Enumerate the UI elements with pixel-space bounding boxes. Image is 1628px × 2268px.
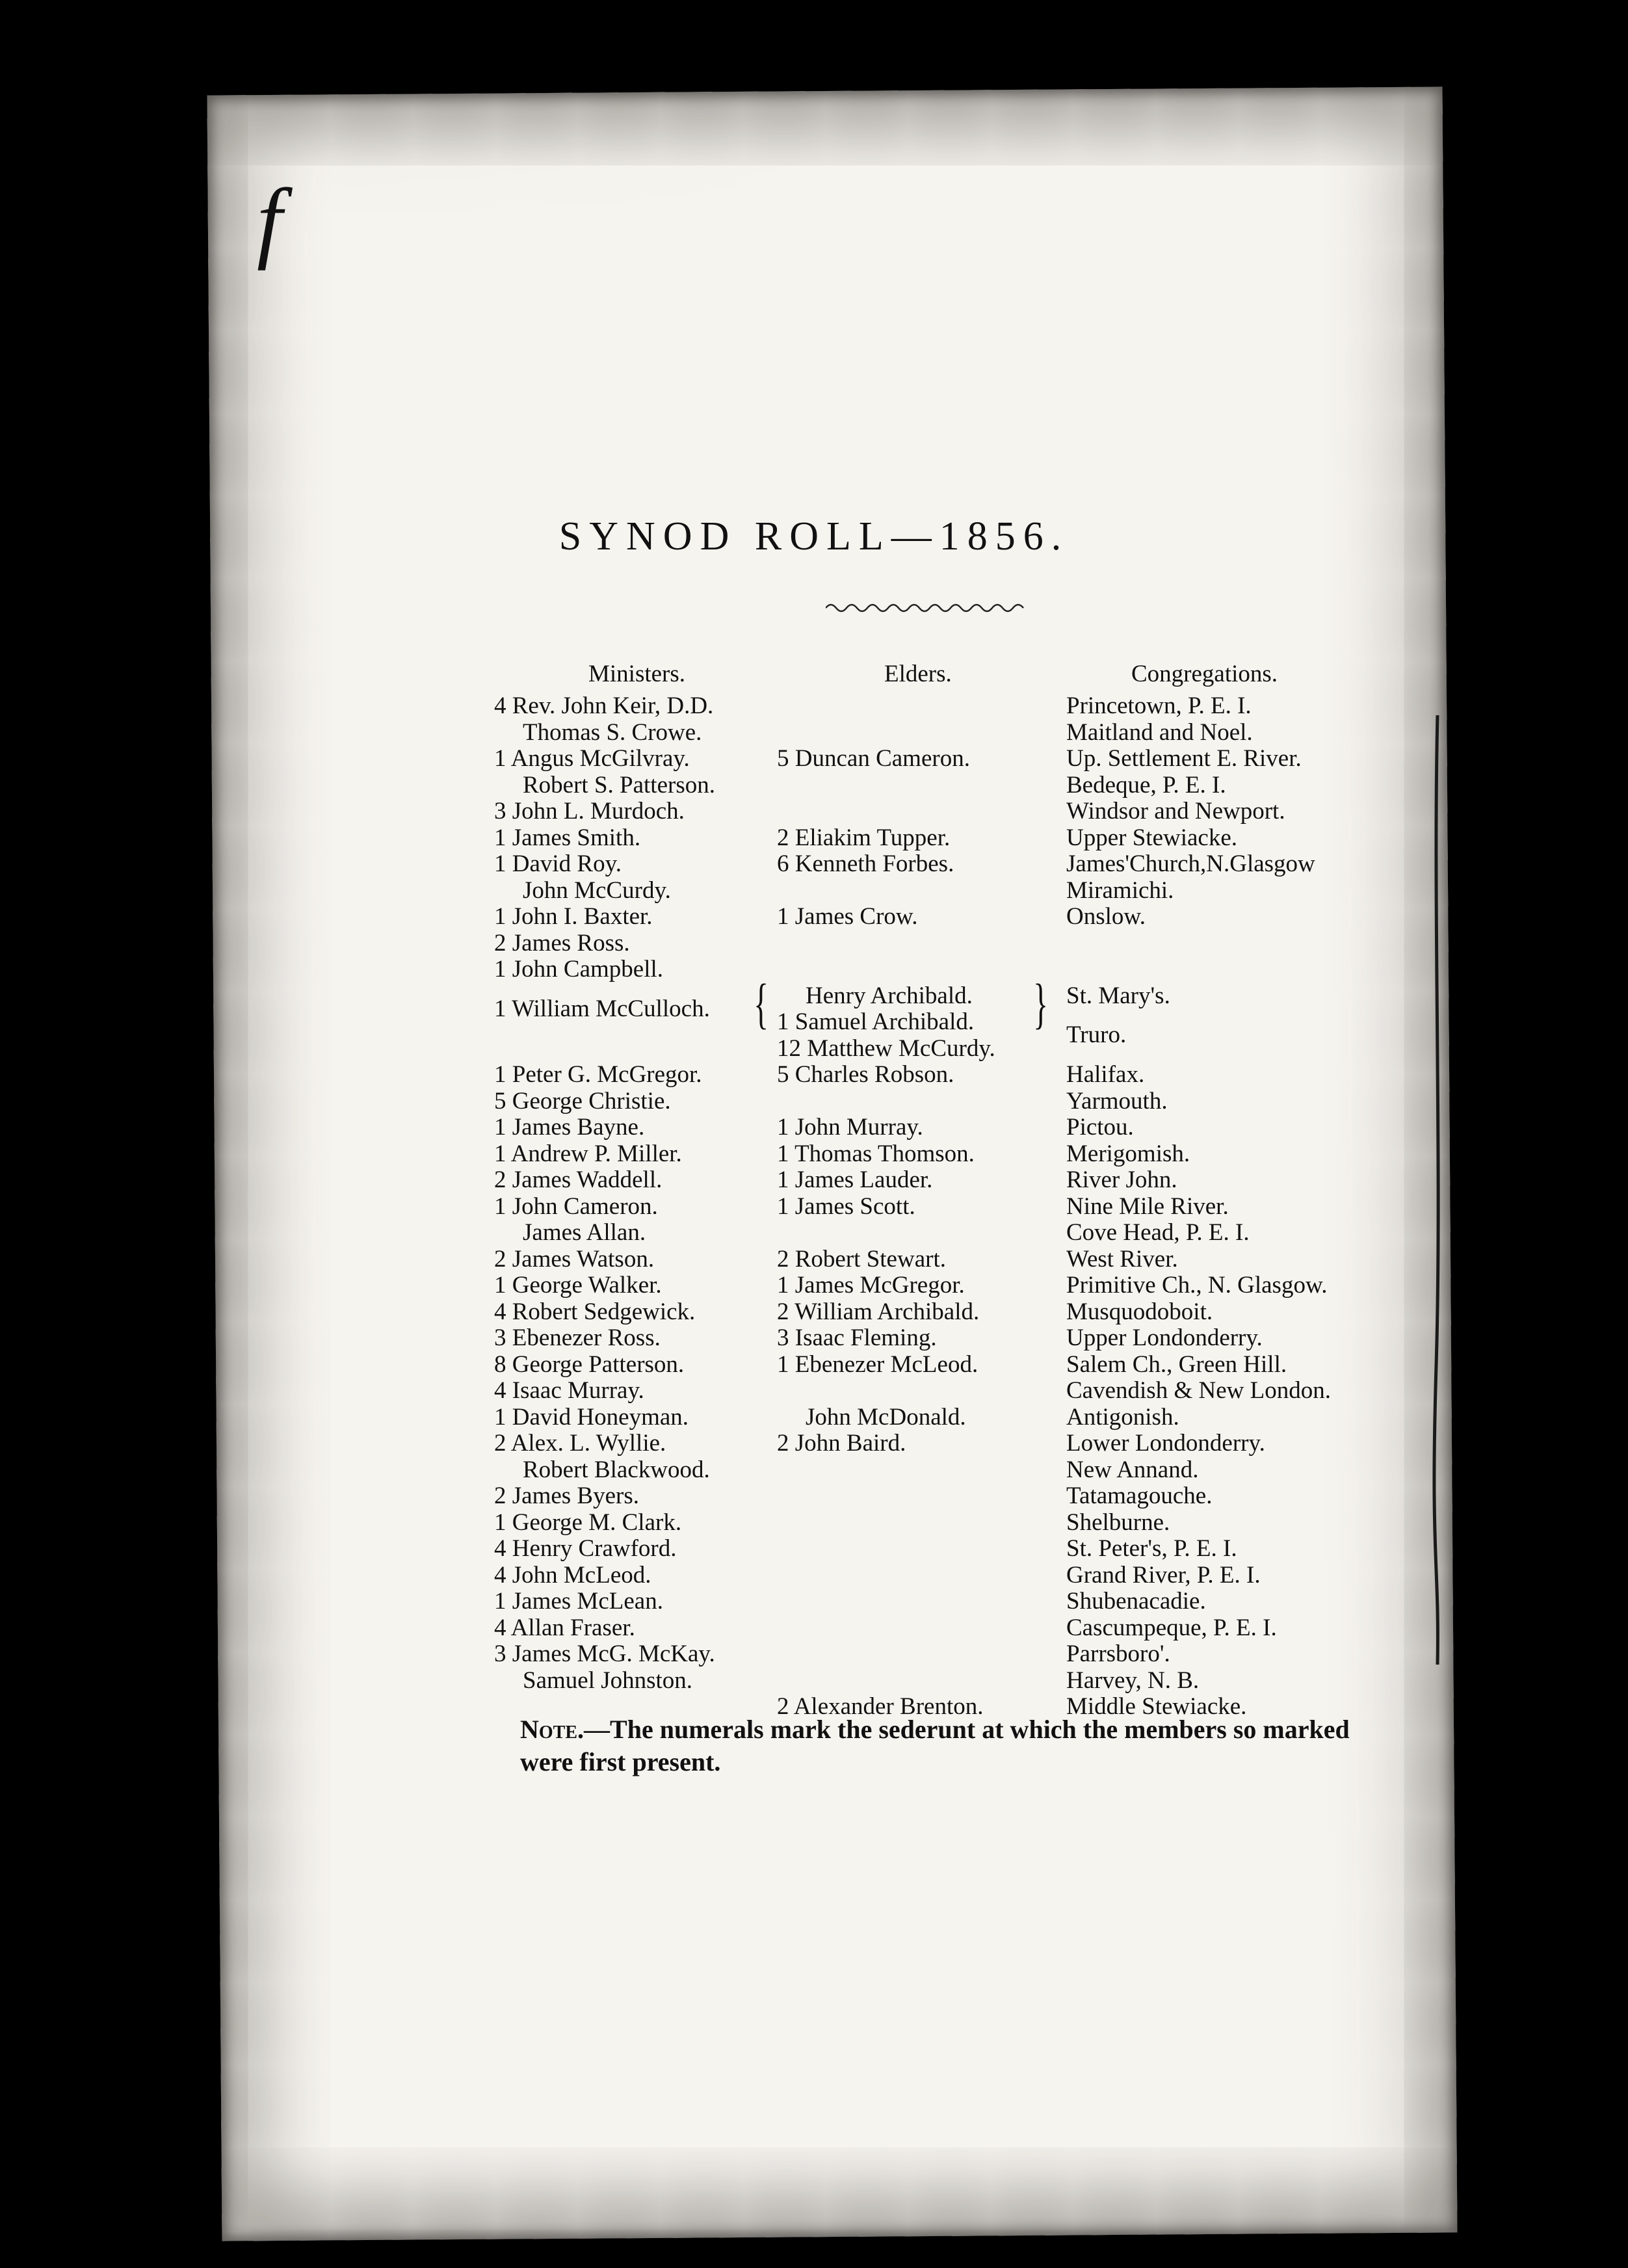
congregation-row-truro: Truro. — [1066, 1022, 1127, 1048]
elders-column — [777, 693, 1050, 1721]
minister-row: Robert Blackwood. — [523, 1456, 710, 1483]
page-title: SYNOD ROLL—1856. — [558, 514, 1070, 559]
minister-row — [494, 1036, 787, 1062]
decorative-rule — [826, 598, 1027, 618]
congregation-row: Antigonish. — [1066, 1403, 1179, 1431]
congregation-row: Onslow. — [1066, 903, 1146, 930]
congregation-row: Shelburne. — [1066, 1509, 1170, 1536]
minister-row: 1 David Honeyman. — [494, 1403, 689, 1431]
minister-row: 1 William McCulloch. — [494, 996, 710, 1022]
congregation-row: Grand River, P. E. I. — [1066, 1561, 1261, 1589]
minister-row: Thomas S. Crowe. — [523, 719, 702, 746]
minister-row: 1 John Cameron. — [494, 1193, 658, 1220]
elder-row — [777, 1483, 1050, 1510]
elder-row — [777, 693, 1050, 720]
congregation-row: St. Peter's, P. E. I. — [1066, 1535, 1237, 1562]
congregations-header: Congregations. — [1131, 661, 1278, 687]
minister-row: 2 James Ross. — [494, 929, 630, 956]
elders-header: Elders. — [884, 661, 952, 687]
minister-row: Robert S. Patterson. — [523, 771, 715, 798]
elder-row — [777, 1536, 1050, 1563]
congregation-row: Miramichi. — [1066, 877, 1174, 904]
minister-row: 4 Robert Sedgewick. — [494, 1298, 696, 1325]
minister-row: 1 Andrew P. Miller. — [494, 1140, 682, 1167]
elder-row — [777, 1615, 1050, 1642]
footnote — [520, 1713, 1365, 1778]
minister-row: 2 Alex. L. Wyllie. — [494, 1430, 666, 1457]
elder-row: 1 James Scott. — [777, 1193, 915, 1220]
congregation-row: Cascumpeque, P. E. I. — [1066, 1614, 1277, 1641]
congregation-row: St. Mary's. — [1066, 982, 1170, 1009]
elder-row — [777, 720, 1050, 746]
congregation-row: Musquodoboit. — [1066, 1298, 1213, 1325]
minister-row: 1 George M. Clark. — [494, 1509, 682, 1536]
congregation-row: Nine Mile River. — [1066, 1193, 1229, 1220]
minister-row: 4 Allan Fraser. — [494, 1614, 635, 1641]
congregation-row: Salem Ch., Green Hill. — [1066, 1351, 1287, 1378]
congregation-row: Maitland and Noel. — [1066, 719, 1253, 746]
elder-row: 2 John Baird. — [777, 1430, 906, 1457]
elder-row: 1 John Murray. — [777, 1114, 923, 1141]
elder-row: 1 Ebenezer McLeod. — [777, 1351, 978, 1378]
congregation-row: Primitive Ch., N. Glasgow. — [1066, 1272, 1328, 1299]
elder-row: 1 Thomas Thomson. — [777, 1140, 975, 1167]
elder-row: 2 Robert Stewart. — [777, 1245, 946, 1272]
elder-row: 12 Matthew McCurdy. — [777, 1035, 995, 1062]
minister-row: 1 James Smith. — [494, 824, 641, 851]
elder-row: 2 Alexander Brenton. — [777, 1693, 984, 1720]
elder-row: 3 Isaac Fleming. — [777, 1325, 937, 1351]
minister-row: 1 John I. Baxter. — [494, 903, 653, 930]
congregation-row — [1066, 930, 1417, 957]
elder-row — [777, 1668, 1050, 1694]
congregation-row: Pictou. — [1066, 1114, 1134, 1141]
congregation-row: New Annand. — [1066, 1456, 1199, 1483]
elder-row — [777, 956, 1050, 983]
congregation-row: Lower Londonderry. — [1066, 1430, 1265, 1457]
footnote-text: —The numerals mark the sederunt at which the members so marked were first present. — [520, 1715, 1350, 1776]
congregation-row: Princetown, P. E. I. — [1066, 692, 1252, 719]
congregation-row: Up. Settlement E. River. — [1066, 745, 1302, 772]
footnote-lead: Note. — [520, 1715, 584, 1744]
congregation-row: Windsor and Newport. — [1066, 798, 1285, 824]
elder-row: 1 James Crow. — [777, 903, 918, 930]
congregation-row: Cove Head, P. E. I. — [1066, 1219, 1250, 1246]
left-brace: { — [754, 972, 768, 1035]
elder-row: 1 James McGregor. — [777, 1272, 965, 1299]
congregations-column — [1066, 693, 1417, 1721]
elder-row: Henry Archibald. — [806, 982, 973, 1009]
ministers-column — [494, 693, 787, 1721]
minister-row: Samuel Johnston. — [523, 1667, 693, 1694]
minister-row: 5 George Christie. — [494, 1087, 671, 1114]
minister-row: 4 Rev. John Keir, D.D. — [494, 692, 714, 719]
handwritten-mark: f — [257, 170, 282, 271]
elder-row — [777, 1563, 1050, 1589]
congregation-row: Parrsboro'. — [1066, 1641, 1170, 1667]
elder-row: John McDonald. — [806, 1403, 966, 1431]
congregation-row: Tatamagouche. — [1066, 1483, 1213, 1509]
minister-row: 2 James Waddell. — [494, 1167, 663, 1193]
congregation-row: Shubenacadie. — [1066, 1588, 1206, 1615]
minister-row: 4 Isaac Murray. — [494, 1377, 644, 1404]
minister-row: 8 George Patterson. — [494, 1351, 685, 1378]
elder-row — [777, 798, 1050, 825]
elder-row: 5 Charles Robson. — [777, 1061, 954, 1088]
minister-row: 1 George Walker. — [494, 1272, 662, 1299]
congregation-row: Halifax. — [1066, 1061, 1145, 1088]
congregation-row: Upper Londonderry. — [1066, 1325, 1263, 1351]
congregation-row: Harvey, N. B. — [1066, 1667, 1200, 1694]
congregation-row: Upper Stewiacke. — [1066, 824, 1238, 851]
elder-row: 1 Samuel Archibald. — [777, 1009, 975, 1035]
elder-row — [777, 1220, 1050, 1246]
elder-row: 6 Kenneth Forbes. — [777, 850, 954, 877]
minister-row: 1 John Campbell. — [494, 956, 664, 982]
congregation-row: Middle Stewiacke. — [1066, 1693, 1247, 1720]
elder-row: 2 Eliakim Tupper. — [777, 824, 951, 851]
right-brace: } — [1033, 972, 1048, 1035]
congregation-row: Yarmouth. — [1066, 1087, 1168, 1114]
elder-row: 1 James Lauder. — [777, 1167, 933, 1193]
elder-row: 2 William Archibald. — [777, 1298, 980, 1325]
congregation-row: Merigomish. — [1066, 1140, 1190, 1167]
margin-handwritten-line — [1430, 715, 1445, 1665]
minister-row: 1 Angus McGilvray. — [494, 745, 690, 772]
congregation-row: Bedeque, P. E. I. — [1066, 771, 1226, 798]
minister-row: 3 James McG. McKay. — [494, 1641, 715, 1667]
minister-row: 2 James Watson. — [494, 1245, 655, 1272]
elder-row — [777, 772, 1050, 799]
minister-row: 3 John L. Murdoch. — [494, 798, 685, 824]
elder-row — [777, 1641, 1050, 1668]
minister-row: 1 James Bayne. — [494, 1114, 645, 1141]
elder-row — [777, 1457, 1050, 1484]
ministers-header: Ministers. — [588, 661, 686, 687]
minister-row: 3 Ebenezer Ross. — [494, 1325, 661, 1351]
congregation-row: James'Church,N.Glasgow — [1066, 850, 1315, 877]
elder-row — [777, 1088, 1050, 1115]
minister-row: 1 James McLean. — [494, 1588, 663, 1615]
elder-row — [777, 1510, 1050, 1536]
congregation-row: Cavendish & New London. — [1066, 1377, 1331, 1404]
elder-row — [777, 878, 1050, 904]
elder-row — [777, 1589, 1050, 1615]
minister-row: John McCurdy. — [523, 877, 671, 904]
minister-row: 2 James Byers. — [494, 1483, 639, 1509]
minister-row: 1 Peter G. McGregor. — [494, 1061, 702, 1088]
minister-row: 4 John McLeod. — [494, 1561, 651, 1589]
minister-row: 1 David Roy. — [494, 850, 622, 877]
congregation-row: West River. — [1066, 1245, 1178, 1272]
minister-row: James Allan. — [523, 1219, 646, 1246]
congregation-row — [1066, 956, 1417, 983]
elder-row — [777, 1378, 1050, 1404]
congregation-row: River John. — [1066, 1167, 1177, 1193]
elder-row: 5 Duncan Cameron. — [777, 745, 970, 772]
minister-row: 4 Henry Crawford. — [494, 1535, 677, 1562]
elder-row — [777, 930, 1050, 957]
